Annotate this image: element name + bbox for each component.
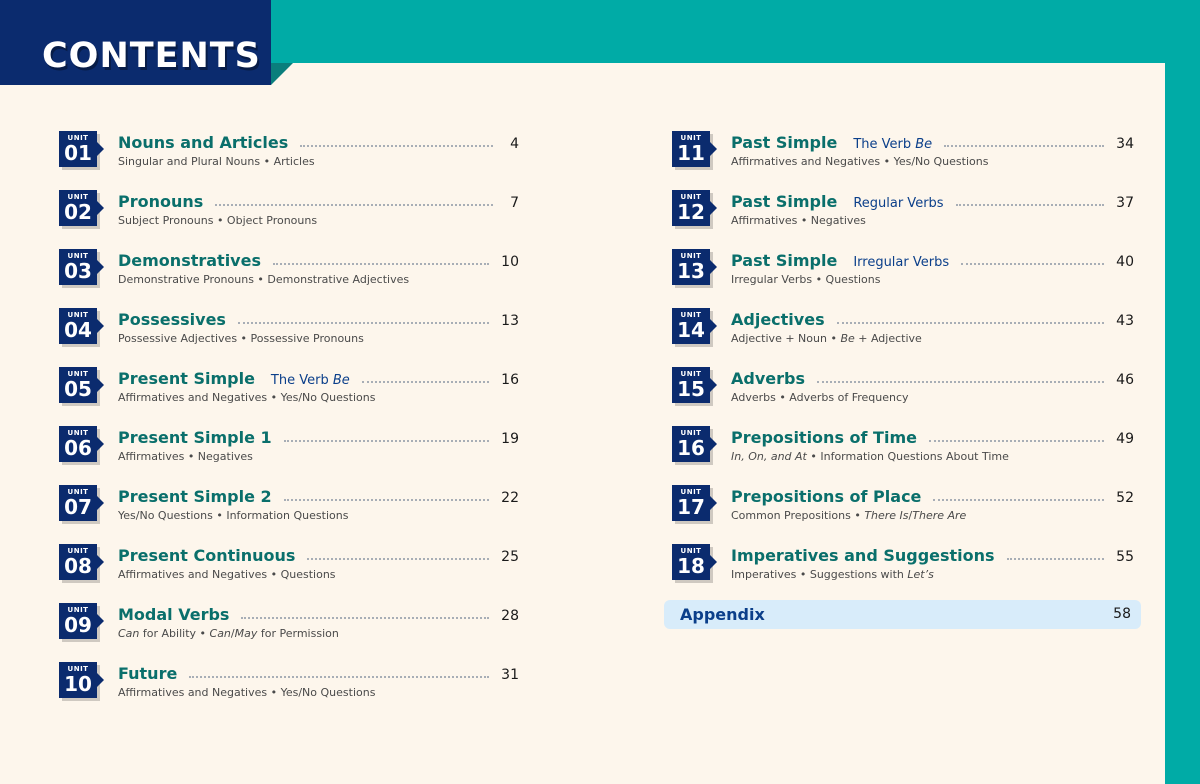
toc-entry[interactable] xyxy=(59,426,519,476)
unit-label: UNIT xyxy=(67,429,89,437)
page-number: 52 xyxy=(1116,490,1134,506)
toc-entry[interactable] xyxy=(59,190,519,240)
unit-label: UNIT xyxy=(67,547,89,555)
unit-label: UNIT xyxy=(67,370,89,378)
unit-description xyxy=(731,273,880,286)
unit-label: UNIT xyxy=(680,193,702,201)
unit-badge xyxy=(672,190,710,226)
unit-title[interactable]: Future xyxy=(118,664,178,683)
unit-number: 01 xyxy=(64,141,92,165)
dot-leader xyxy=(1007,557,1105,560)
toc-entry[interactable] xyxy=(59,367,519,417)
unit-title[interactable]: Present Simple 1 xyxy=(118,428,272,447)
toc-entry[interactable] xyxy=(59,249,519,299)
unit-badge xyxy=(672,485,710,521)
appendix-label: Appendix xyxy=(680,605,765,624)
unit-title[interactable]: Modal Verbs xyxy=(118,605,230,624)
unit-heading-row xyxy=(731,487,1134,509)
unit-subtitle-text: Irregular Verbs xyxy=(853,255,950,270)
toc-entry[interactable] xyxy=(672,544,1134,594)
unit-description-part: Imperatives • Suggestions with xyxy=(731,568,908,581)
unit-description-part: Affirmatives and Negatives • Yes/No Questions xyxy=(118,686,376,699)
dot-leader xyxy=(362,380,489,383)
unit-description xyxy=(118,332,364,345)
unit-number: 05 xyxy=(64,377,92,401)
unit-heading-row xyxy=(118,133,519,155)
dot-leader xyxy=(215,203,493,206)
unit-title[interactable]: Adverbs xyxy=(731,369,805,388)
unit-description xyxy=(118,627,339,640)
unit-label: UNIT xyxy=(67,311,89,319)
toc-entry[interactable] xyxy=(672,190,1134,240)
unit-heading-row xyxy=(118,487,519,509)
unit-description-part: Adverbs • Adverbs of Frequency xyxy=(731,391,909,404)
unit-title[interactable]: Prepositions of Place xyxy=(731,487,922,506)
page-number: 34 xyxy=(1116,136,1134,152)
page-number: 55 xyxy=(1116,549,1134,565)
unit-title[interactable]: Present Continuous xyxy=(118,546,296,565)
unit-description xyxy=(731,155,988,168)
toc-entry[interactable] xyxy=(672,367,1134,417)
unit-description xyxy=(731,509,966,522)
toc-entry[interactable] xyxy=(672,131,1134,181)
page-number: 13 xyxy=(501,313,519,329)
dot-leader xyxy=(944,144,1104,147)
dot-leader xyxy=(837,321,1105,324)
page-number: 28 xyxy=(501,608,519,624)
unit-number: 10 xyxy=(64,672,92,696)
unit-number: 07 xyxy=(64,495,92,519)
dot-leader xyxy=(238,321,489,324)
unit-description-part: • Information Questions About Time xyxy=(806,450,1009,463)
page-number: 40 xyxy=(1116,254,1134,270)
unit-subtitle xyxy=(853,255,949,270)
page-title: CONTENTS xyxy=(42,36,261,76)
unit-subtitle-text: The Verb xyxy=(853,137,916,152)
unit-badge xyxy=(672,367,710,403)
unit-title[interactable]: Present Simple 2 xyxy=(118,487,272,506)
unit-description-part: Can xyxy=(209,627,231,640)
unit-description-part: / xyxy=(908,509,913,522)
toc-entry[interactable] xyxy=(59,131,519,181)
unit-badge xyxy=(59,367,97,403)
unit-heading-row xyxy=(118,192,519,214)
unit-heading-row xyxy=(731,133,1134,155)
toc-entry[interactable] xyxy=(59,603,519,653)
unit-heading-row xyxy=(731,546,1134,568)
unit-number: 13 xyxy=(677,259,705,283)
page-number: 16 xyxy=(501,372,519,388)
unit-number: 14 xyxy=(677,318,705,342)
unit-title[interactable]: Past Simple xyxy=(731,251,838,270)
dot-leader xyxy=(817,380,1104,383)
unit-number: 16 xyxy=(677,436,705,460)
unit-number: 04 xyxy=(64,318,92,342)
dot-leader xyxy=(929,439,1104,442)
unit-description-part: May xyxy=(234,627,258,640)
unit-heading-row xyxy=(731,369,1134,391)
unit-title[interactable]: Demonstratives xyxy=(118,251,261,270)
unit-badge xyxy=(59,662,97,698)
unit-description xyxy=(731,332,922,345)
unit-title[interactable]: Past Simple xyxy=(731,192,838,211)
unit-label: UNIT xyxy=(680,547,702,555)
unit-number: 09 xyxy=(64,613,92,637)
unit-number: 06 xyxy=(64,436,92,460)
unit-description-part: Yes/No Questions • Information Questions xyxy=(118,509,349,522)
unit-title[interactable]: Pronouns xyxy=(118,192,204,211)
unit-heading-row xyxy=(731,192,1134,214)
unit-description-part: Affirmatives • Negatives xyxy=(118,450,253,463)
unit-description-part: Affirmatives and Negatives • Yes/No Questions xyxy=(731,155,989,168)
unit-label: UNIT xyxy=(67,606,89,614)
toc-entry[interactable] xyxy=(59,308,519,358)
unit-description-part: There Are xyxy=(912,509,967,522)
unit-description xyxy=(118,391,375,404)
unit-description-part: Affirmatives • Negatives xyxy=(731,214,866,227)
unit-label: UNIT xyxy=(680,429,702,437)
unit-description-part: Can xyxy=(118,627,140,640)
dot-leader xyxy=(933,498,1104,501)
unit-badge xyxy=(59,308,97,344)
toc-entry[interactable] xyxy=(672,426,1134,476)
unit-subtitle xyxy=(853,196,943,211)
unit-badge xyxy=(59,485,97,521)
unit-title[interactable]: Past Simple xyxy=(731,133,838,152)
unit-title[interactable]: Imperatives and Suggestions xyxy=(731,546,995,565)
unit-description-part: Let’s xyxy=(907,568,934,581)
toc-entry[interactable] xyxy=(672,485,1134,535)
dot-leader xyxy=(273,262,489,265)
unit-label: UNIT xyxy=(680,488,702,496)
unit-description xyxy=(118,509,348,522)
unit-heading-row xyxy=(118,546,519,568)
unit-description-part: In, On, and At xyxy=(731,450,807,463)
dot-leader xyxy=(241,616,489,619)
unit-description xyxy=(731,214,866,227)
page-number: 43 xyxy=(1116,313,1134,329)
page-number: 46 xyxy=(1116,372,1134,388)
unit-subtitle-text: Regular Verbs xyxy=(853,196,944,211)
unit-title[interactable]: Nouns and Articles xyxy=(118,133,289,152)
unit-number: 17 xyxy=(677,495,705,519)
page-number: 10 xyxy=(501,254,519,270)
unit-label: UNIT xyxy=(67,134,89,142)
page-number: 49 xyxy=(1116,431,1134,447)
unit-badge xyxy=(59,249,97,285)
unit-label: UNIT xyxy=(67,488,89,496)
unit-description-part: Singular and Plural Nouns • Articles xyxy=(118,155,315,168)
unit-badge xyxy=(672,544,710,580)
toc-entry[interactable] xyxy=(672,308,1134,358)
dot-leader xyxy=(300,144,493,147)
unit-description-part: for Ability • xyxy=(139,627,210,640)
unit-label: UNIT xyxy=(680,311,702,319)
unit-label: UNIT xyxy=(680,134,702,142)
unit-number: 12 xyxy=(677,200,705,224)
unit-description-part: for Permission xyxy=(257,627,339,640)
unit-description xyxy=(118,450,253,463)
page-number: 37 xyxy=(1116,195,1134,211)
unit-heading-row xyxy=(731,251,1134,273)
page-number: 7 xyxy=(510,195,519,211)
unit-description xyxy=(118,155,315,168)
unit-badge xyxy=(59,190,97,226)
unit-description-part: Possessive Adjectives • Possessive Pronouns xyxy=(118,332,364,345)
unit-label: UNIT xyxy=(680,252,702,260)
unit-number: 02 xyxy=(64,200,92,224)
dot-leader xyxy=(189,675,489,678)
unit-title[interactable]: Prepositions of Time xyxy=(731,428,917,447)
unit-description-part: There Is xyxy=(864,509,909,522)
unit-description-part: Affirmatives and Negatives • Yes/No Questions xyxy=(118,391,376,404)
appendix-page: 58 xyxy=(1113,606,1131,622)
unit-number: 15 xyxy=(677,377,705,401)
dot-leader xyxy=(284,498,490,501)
page-number: 19 xyxy=(501,431,519,447)
unit-heading-row xyxy=(118,251,519,273)
appendix-entry[interactable] xyxy=(664,600,1141,629)
unit-number: 18 xyxy=(677,554,705,578)
unit-description-part: Be xyxy=(840,332,855,345)
unit-title[interactable]: Possessives xyxy=(118,310,226,329)
unit-badge xyxy=(672,249,710,285)
unit-heading-row xyxy=(731,428,1134,450)
unit-description xyxy=(731,568,934,581)
unit-description-part: Irregular Verbs • Questions xyxy=(731,273,881,286)
unit-subtitle xyxy=(271,373,350,388)
unit-description xyxy=(731,391,909,404)
unit-label: UNIT xyxy=(67,665,89,673)
unit-badge xyxy=(672,426,710,462)
unit-label: UNIT xyxy=(67,193,89,201)
unit-badge xyxy=(59,603,97,639)
unit-number: 08 xyxy=(64,554,92,578)
toc-entry[interactable] xyxy=(59,544,519,594)
unit-title[interactable]: Adjectives xyxy=(731,310,825,329)
unit-subtitle-text: The Verb xyxy=(270,373,333,388)
unit-subtitle-italic: Be xyxy=(332,373,350,388)
unit-description-part: Subject Pronouns • Object Pronouns xyxy=(118,214,318,227)
dot-leader xyxy=(284,439,490,442)
unit-heading-row xyxy=(118,664,519,686)
unit-title[interactable]: Present Simple xyxy=(118,369,255,388)
unit-description-part: / xyxy=(230,627,235,640)
unit-description-part: Affirmatives and Negatives • Questions xyxy=(118,568,336,581)
unit-heading-row xyxy=(731,310,1134,332)
unit-number: 03 xyxy=(64,259,92,283)
unit-badge xyxy=(59,544,97,580)
unit-description-part: Demonstrative Pronouns • Demonstrative Adjectives xyxy=(118,273,410,286)
dot-leader xyxy=(956,203,1105,206)
page-number: 31 xyxy=(501,667,519,683)
unit-subtitle-italic: Be xyxy=(915,137,933,152)
unit-subtitle xyxy=(853,137,932,152)
unit-description-part: + Adjective xyxy=(854,332,922,345)
unit-badge xyxy=(59,426,97,462)
unit-badge xyxy=(672,131,710,167)
unit-description xyxy=(118,214,317,227)
toc-entry[interactable] xyxy=(59,485,519,535)
unit-heading-row xyxy=(118,605,519,627)
unit-badge xyxy=(59,131,97,167)
unit-label: UNIT xyxy=(680,370,702,378)
contents-header xyxy=(0,0,271,85)
unit-description-part: Common Prepositions • xyxy=(731,509,865,522)
unit-description xyxy=(118,686,375,699)
page-number: 25 xyxy=(501,549,519,565)
dot-leader xyxy=(961,262,1104,265)
unit-heading-row xyxy=(118,428,519,450)
unit-description xyxy=(731,450,1009,463)
unit-label: UNIT xyxy=(67,252,89,260)
unit-heading-row xyxy=(118,369,519,391)
header-fold xyxy=(271,63,293,85)
toc-entry[interactable] xyxy=(59,662,519,712)
unit-heading-row xyxy=(118,310,519,332)
unit-number: 11 xyxy=(677,141,705,165)
page-number: 4 xyxy=(510,136,519,152)
unit-description-part: Adjective + Noun • xyxy=(731,332,841,345)
page-number: 22 xyxy=(501,490,519,506)
toc-entry[interactable] xyxy=(672,249,1134,299)
unit-description xyxy=(118,568,336,581)
unit-description xyxy=(118,273,409,286)
unit-badge xyxy=(672,308,710,344)
dot-leader xyxy=(307,557,489,560)
